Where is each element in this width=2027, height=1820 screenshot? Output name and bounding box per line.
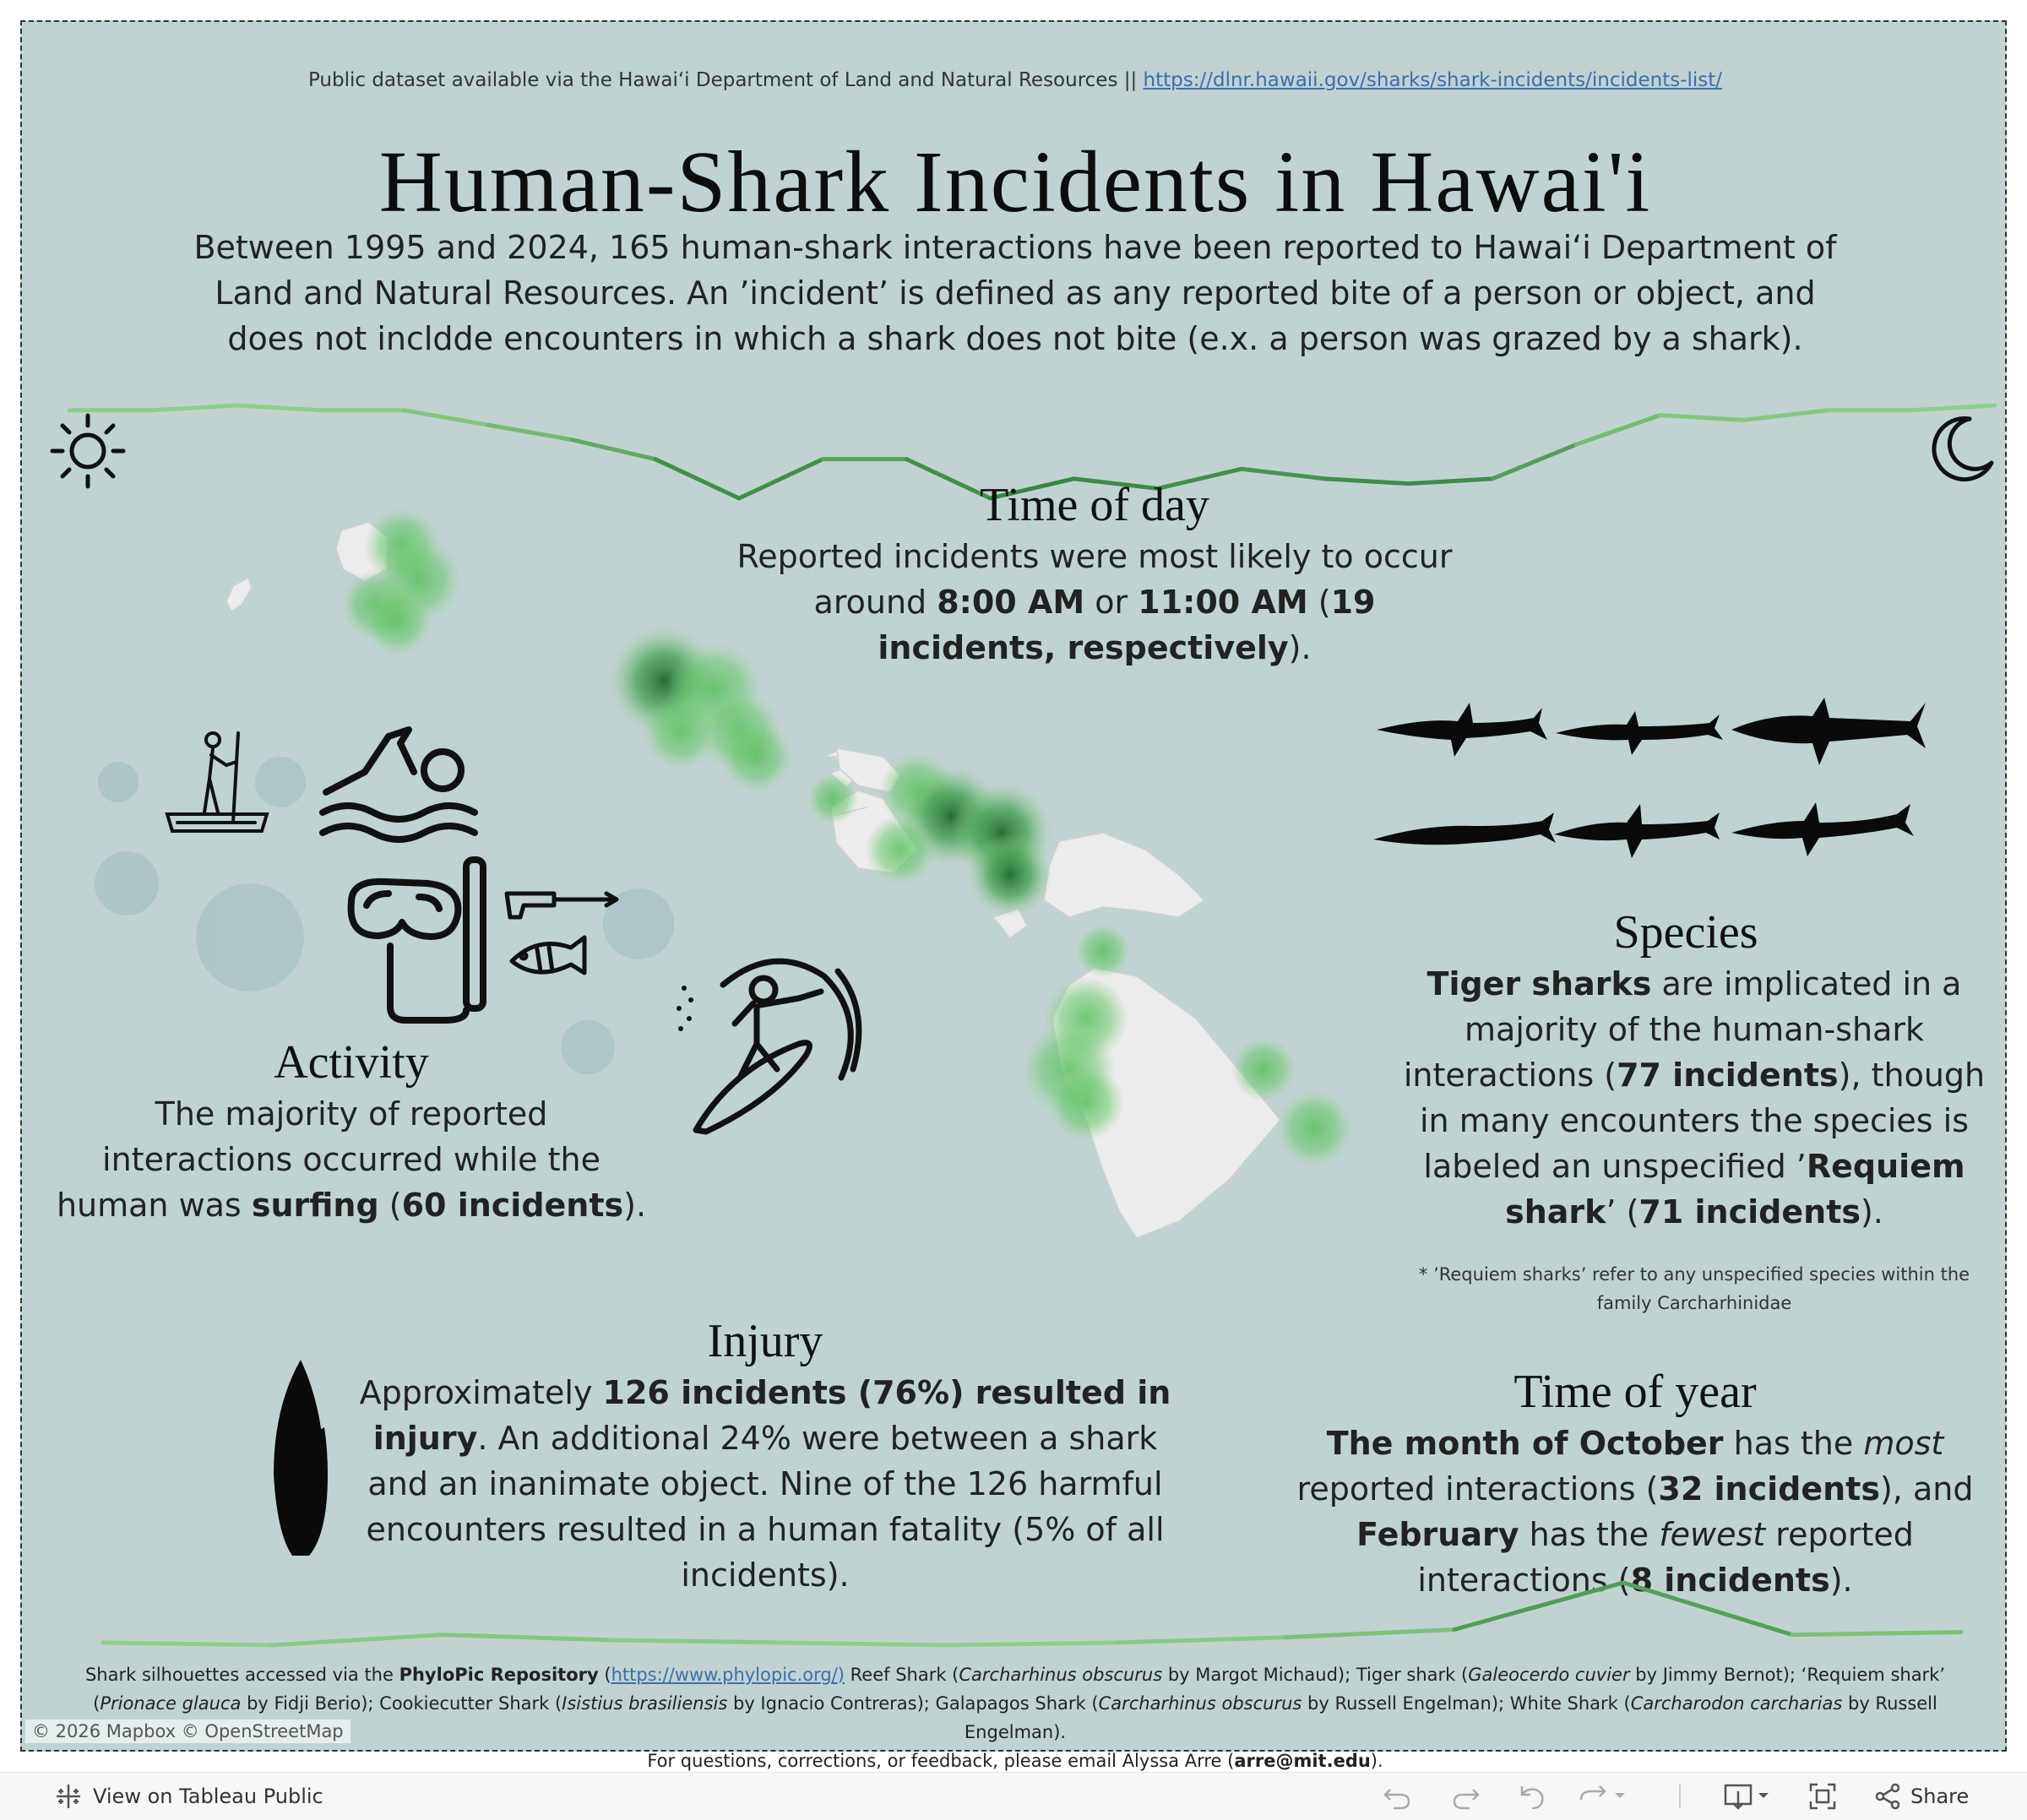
species-latin: Carcharhinus obscurus bbox=[1098, 1693, 1302, 1714]
activity-text bbox=[56, 1091, 647, 1228]
contact-text: ). bbox=[1370, 1751, 1383, 1771]
month-line-segment-Nov[interactable] bbox=[1792, 1633, 1961, 1635]
refresh-icon bbox=[1578, 1781, 1628, 1812]
activity-top: surfing bbox=[251, 1187, 379, 1224]
time-of-day-title: Time of day bbox=[980, 479, 1209, 531]
hour-line-segment-5 PM[interactable] bbox=[1492, 444, 1576, 479]
tod-text-2: or bbox=[1084, 584, 1138, 621]
credit-text: by Margot Michaud); Tiger shark ( bbox=[1162, 1665, 1469, 1685]
species-text-1: are implicated in a majority of the human-shark interactions ( bbox=[1403, 965, 1962, 1094]
hour-line-segment-1 AM[interactable] bbox=[153, 405, 236, 410]
requiem-shark-icon bbox=[1373, 812, 1556, 845]
injury-text bbox=[343, 1370, 1187, 1598]
white-shark-icon bbox=[1731, 698, 1926, 765]
month-line-segment-Jul[interactable] bbox=[1117, 1638, 1285, 1643]
toy-top-month: The month of October bbox=[1326, 1425, 1724, 1462]
activity-count: 60 incidents bbox=[401, 1187, 624, 1224]
source-link[interactable]: https://dlnr.hawaii.gov/sharks/shark-incidents/incidents-list/ bbox=[1143, 69, 1723, 91]
paddleboard-icon bbox=[162, 728, 270, 838]
toy-most: most bbox=[1863, 1425, 1944, 1462]
time-of-year-line-chart[interactable] bbox=[103, 1576, 1961, 1652]
source-text: Public dataset available via the Hawaiʻi Department of Land and Natural Resources || bbox=[307, 69, 1144, 91]
dashboard bbox=[20, 20, 2007, 1771]
tiger-shark-icon bbox=[1556, 711, 1723, 755]
month-line-segment-Apr[interactable] bbox=[610, 1640, 779, 1643]
moon-icon bbox=[1922, 410, 1998, 486]
hour-line-segment-5 AM[interactable] bbox=[488, 425, 572, 439]
credit-text: by Ignacio Contreras); Galapagos Shark ( bbox=[727, 1693, 1099, 1714]
download-button[interactable] bbox=[1723, 1781, 1774, 1812]
injury-text-1: Approximately bbox=[359, 1374, 603, 1411]
toy-count-1: 32 incidents bbox=[1658, 1470, 1880, 1508]
spearfishing-icon bbox=[503, 888, 622, 990]
toy-fewest: fewest bbox=[1659, 1516, 1766, 1553]
month-line-segment-Oct[interactable] bbox=[1623, 1583, 1792, 1635]
hour-line-segment-4 AM[interactable] bbox=[405, 410, 488, 425]
tod-text-1: Reported incidents were most likely to occur around bbox=[736, 538, 1453, 621]
contact-text: For questions, corrections, or feedback, please email Alyssa Arre ( bbox=[647, 1751, 1235, 1771]
injury-title: Injury bbox=[707, 1315, 823, 1367]
reef-shark-icon bbox=[1377, 703, 1547, 757]
credit-text: Reef Shark ( bbox=[844, 1665, 959, 1685]
species-top: Tiger sharks bbox=[1427, 965, 1652, 1002]
swimmer-icon bbox=[314, 718, 483, 845]
refresh-button[interactable] bbox=[1578, 1781, 1628, 1812]
toy-text-2: reported interactions ( bbox=[1296, 1470, 1659, 1508]
sun-icon bbox=[47, 410, 128, 492]
time-of-day-text bbox=[731, 534, 1458, 671]
map-attribution[interactable]: © 2026 Mapbox © OpenStreetMap bbox=[25, 1719, 351, 1743]
tod-peak-1: 8:00 AM bbox=[937, 584, 1085, 621]
species-footnote: * ʼRequiem sharksʼ refer to any unspecified species within the family Carcharhinidae bbox=[1418, 1264, 1970, 1313]
species-count-2: 71 incidents bbox=[1638, 1193, 1861, 1231]
credit-text: ( bbox=[598, 1665, 611, 1685]
species-text-4: ). bbox=[1860, 1193, 1883, 1231]
share-label: Share bbox=[1910, 1785, 1970, 1808]
revert-icon bbox=[1517, 1781, 1547, 1812]
tod-text-4: ). bbox=[1288, 629, 1312, 666]
share-button[interactable] bbox=[1873, 1781, 1969, 1812]
hour-line-segment-8 PM[interactable] bbox=[1744, 410, 1828, 421]
view-on-tableau-label: View on Tableau Public bbox=[93, 1785, 323, 1808]
toy-low-month: February bbox=[1356, 1516, 1519, 1553]
tableau-toolbar bbox=[0, 1772, 2027, 1820]
month-line-segment-Feb[interactable] bbox=[272, 1635, 441, 1645]
phylopic-name: PhyloPic Repository bbox=[399, 1665, 599, 1685]
species-latin: Prionace glauca bbox=[100, 1693, 242, 1714]
dataset-source bbox=[22, 69, 2008, 91]
share-icon bbox=[1873, 1782, 1902, 1811]
month-line-segment-Aug[interactable] bbox=[1285, 1630, 1454, 1638]
hour-line-segment-7 PM[interactable] bbox=[1660, 416, 1743, 421]
toy-text-1: has the bbox=[1723, 1425, 1864, 1462]
toy-count-2: 8 incidents bbox=[1630, 1562, 1830, 1599]
toy-text-4: has the bbox=[1519, 1516, 1660, 1553]
month-line-segment-May[interactable] bbox=[779, 1643, 948, 1645]
species-latin: Isistius brasiliensis bbox=[562, 1693, 728, 1714]
kahoolawe-island bbox=[951, 723, 985, 731]
tod-count: 19 incidents, respectively bbox=[878, 584, 1376, 666]
injury-text-2: . An additional 24% were between a shark and an inanimate object. Nine of the 126 harmful encounters resulted in a human fatality (5% of all incidents). bbox=[366, 1420, 1165, 1594]
fullscreen-button[interactable] bbox=[1807, 1781, 1838, 1812]
view-on-tableau-public-button[interactable] bbox=[54, 1781, 323, 1812]
activity-text-1: The majority of reported interactions occurred while the human was bbox=[56, 1095, 600, 1224]
cookiecutter-shark-icon bbox=[1554, 804, 1720, 858]
time-of-year-title: Time of year bbox=[1513, 1366, 1757, 1418]
credit-text: by Fidji Berio); Cookiecutter Shark ( bbox=[241, 1693, 562, 1714]
species-requiem: Requiem shark bbox=[1505, 1148, 1965, 1231]
bitten-surfboard-icon bbox=[267, 1356, 334, 1559]
species-title: Species bbox=[1613, 906, 1758, 959]
credit-text: by Russell Engelman); White Shark ( bbox=[1302, 1693, 1631, 1714]
month-line-segment-Sep[interactable] bbox=[1454, 1583, 1623, 1630]
month-line-segment-Jun[interactable] bbox=[948, 1643, 1117, 1645]
dashboard-title: Human-Shark Incidents in Hawai'i bbox=[378, 133, 1652, 231]
activity-text-3: ). bbox=[623, 1187, 647, 1224]
download-icon bbox=[1723, 1781, 1774, 1812]
galapagos-shark-icon bbox=[1731, 802, 1914, 856]
surfer-icon bbox=[672, 951, 867, 1137]
tod-text-3: ( bbox=[1307, 584, 1331, 621]
species-text-3: ʼ ( bbox=[1606, 1193, 1639, 1231]
toy-text-3: ), and bbox=[1879, 1470, 1974, 1508]
phylopic-link[interactable]: https://www.phylopic.org/) bbox=[611, 1665, 845, 1685]
credit-text: Shark silhouettes accessed via the bbox=[84, 1665, 399, 1685]
credits-footer bbox=[56, 1660, 1975, 1775]
hour-line-segment-6 AM[interactable] bbox=[572, 440, 655, 459]
credit-text: by Russell Engelman). bbox=[964, 1693, 1937, 1742]
undo-icon bbox=[1382, 1781, 1412, 1812]
toy-text-5: reported interactions ( bbox=[1417, 1516, 1914, 1599]
tod-peak-2: 11:00 AM bbox=[1138, 584, 1308, 621]
tableau-logo-icon bbox=[54, 1782, 83, 1811]
snorkel-mask-icon bbox=[334, 855, 495, 1024]
revert-button[interactable] bbox=[1517, 1781, 1547, 1812]
species-latin: Galeocerdo cuvier bbox=[1468, 1665, 1630, 1685]
intro-text: Between 1995 and 2024, 165 human-shark interactions have been reported to Hawaiʻi Department of Land and Natural Resources. An ʼincidentʼ is defined as any reported bite of a person or object, and does not incldde encounters in which a shark does not bite (e.x. a person was grazed by a shark). bbox=[193, 229, 1837, 357]
niihau-island bbox=[226, 578, 252, 611]
hour-line-segment-6 PM[interactable] bbox=[1576, 416, 1660, 445]
species-text bbox=[1399, 961, 1990, 1235]
redo-icon bbox=[1451, 1781, 1481, 1812]
hour-line-segment-2 AM[interactable] bbox=[236, 405, 320, 410]
credit-text: by Jimmy Bernot); ʻRequiem sharkʼ ( bbox=[93, 1665, 1946, 1714]
species-latin: Carcharhinus obscurus bbox=[959, 1665, 1163, 1685]
activity-title: Activity bbox=[274, 1036, 429, 1089]
redo-button[interactable] bbox=[1451, 1781, 1481, 1812]
contact-email: arre@mit.edu bbox=[1234, 1751, 1371, 1771]
toolbar-divider bbox=[1679, 1785, 1681, 1808]
species-latin: Carcharodon carcharias bbox=[1630, 1693, 1843, 1714]
month-line-segment-Mar[interactable] bbox=[441, 1635, 610, 1640]
fullscreen-icon bbox=[1807, 1781, 1838, 1812]
injury-count: 126 incidents (76%) resulted in injury bbox=[372, 1374, 1171, 1457]
maui-shape bbox=[1044, 833, 1204, 917]
species-count-1: 77 incidents bbox=[1617, 1057, 1839, 1094]
species-text-2: ), though in many encounters the species is labeled an unspecified ʼ bbox=[1419, 1057, 1986, 1185]
hour-line-segment-10 PM[interactable] bbox=[1911, 405, 1995, 410]
undo-button[interactable] bbox=[1382, 1781, 1412, 1812]
activity-text-2: ( bbox=[378, 1187, 402, 1224]
toy-text-6: ). bbox=[1829, 1562, 1853, 1599]
shark-silhouettes[interactable] bbox=[1373, 698, 1948, 892]
month-line-segment-Jan[interactable] bbox=[103, 1643, 272, 1645]
